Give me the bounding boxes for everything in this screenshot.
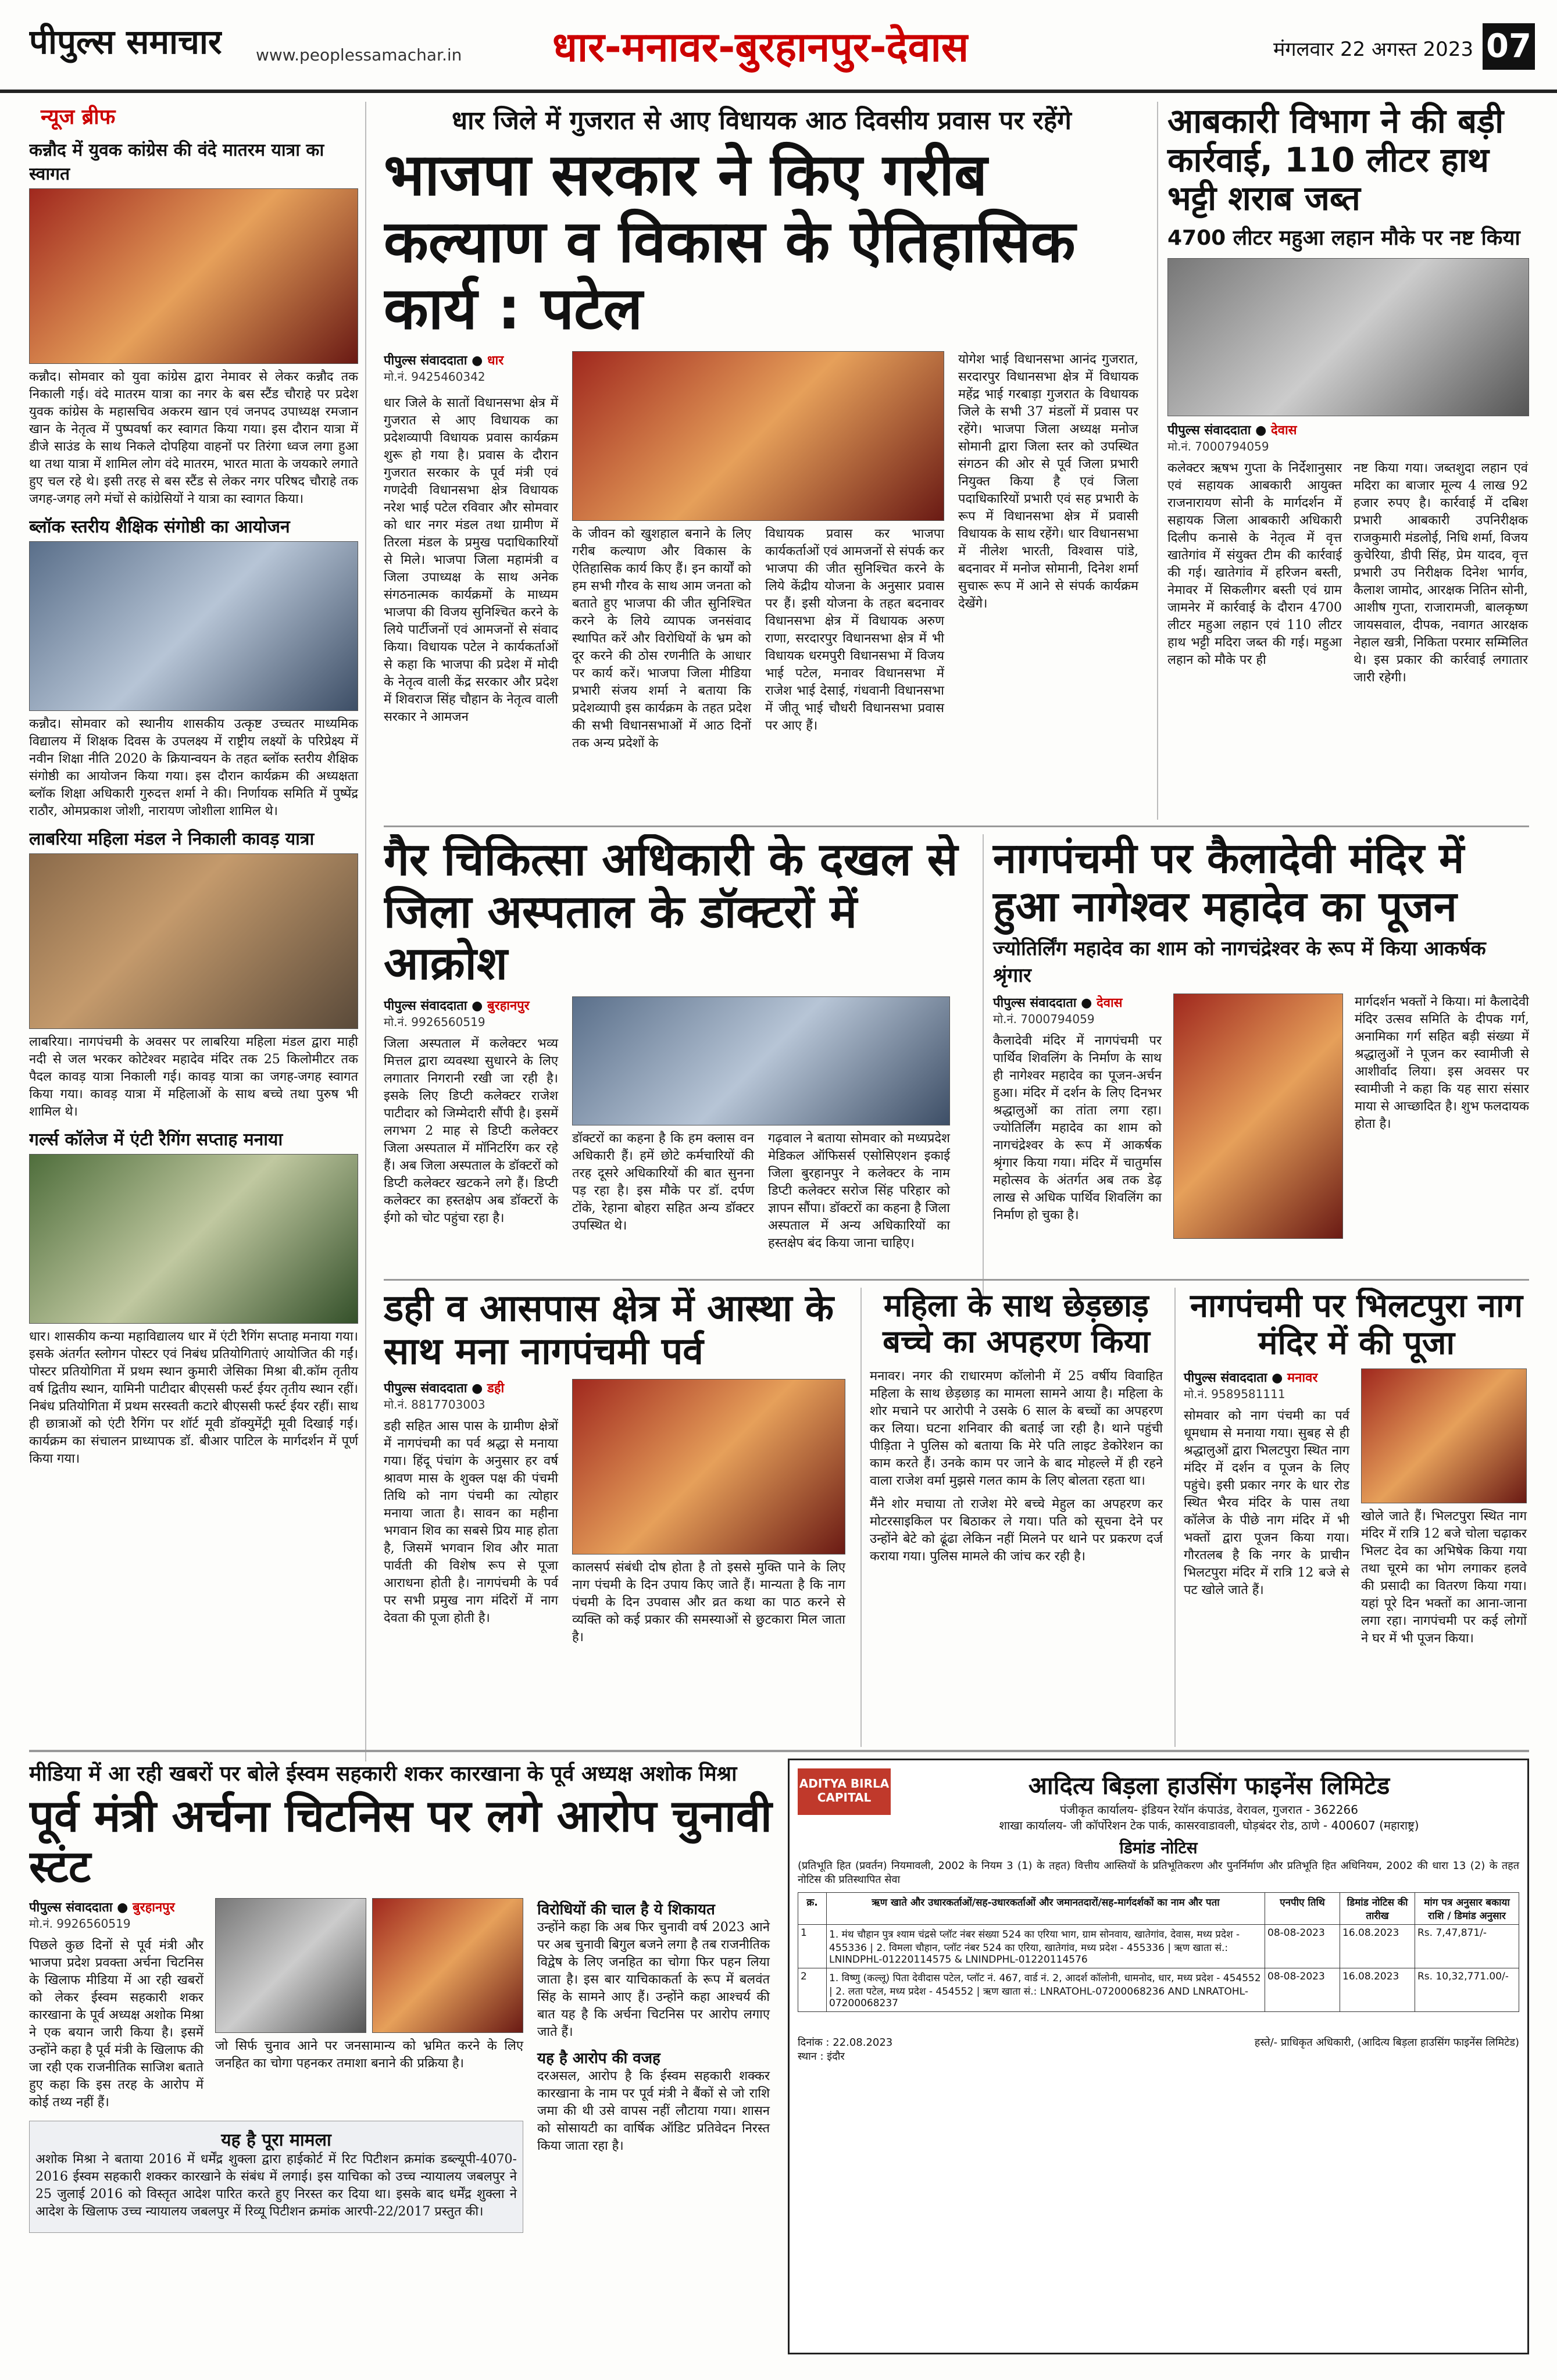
divider bbox=[29, 1750, 1529, 1752]
table-cell: 16.08.2023 bbox=[1340, 1925, 1415, 1968]
story-doctors-text-col1: जिला अस्पताल में कलेक्टर भव्य मित्तल द्वारा व्यवस्था सुधारने के लिए लगातार निगरानी रखी जा रही है। इसके लिए डिप्टी कलेक्टर राजेश पाटीदार को जिम्मेदारी सौंपी है। इसमें लगभग 2 माह से डिप्टी कलेक्टर जिला अस्पताल में मॉनिटरिंग कर रहे हैं। अब जिला अस्पताल के डॉक्टरों को डिप्टी कलेक्टर खटकने लगे हैं। डिप्टी कलेक्टर का हस्तक्षेप अब डॉक्टरों के ईगो को चोट पहुंचा रहा है। bbox=[384, 1037, 558, 1226]
story-kailadevi-deck: ज्योतिर्लिंग महादेव का शाम को नागचंद्रेश्वर के रूप में किया आकर्षक श्रृंगार bbox=[993, 937, 1486, 987]
brief-headline-4: गर्ल्स कॉलेज में एंटी रैगिंग सप्ताह मनाया bbox=[29, 1130, 283, 1150]
table-cell: 1 bbox=[798, 1925, 827, 1968]
notice-date: दिनांक : 22.08.2023 bbox=[798, 2036, 893, 2049]
brief-text-2: कन्नौद। सोमवार को स्थानीय शासकीय उत्कृष्ट उच्चतर माध्यमिक विद्यालय में शिक्षक दिवस के उपलक्ष्य में राष्ट्रीय लक्ष्यों के परिप्रेक्ष्य में नवीन शिक्षा नीति 2020 के क्रियान्वयन के तहत ब्लॉक स्तरीय शैक्षिक संगोष्ठी का आयोजन किया गया। इस दौरान कार्यक्रम की अध्यक्षता ब्लॉक शिक्षा अधिकारी गुरुदत्त शर्मा ने की। निर्णायक समिति में पुष्पेंद्र राठौर, ओमप्रकाश जोशी, नारायण जोशीला शामिल थे। bbox=[29, 717, 358, 819]
table-cell: 08-08-2023 bbox=[1265, 1968, 1340, 2012]
news-brief-label: न्यूज ब्रीफ bbox=[41, 105, 116, 129]
brief-text-3: लाबरिया। नागपंचमी के अवसर पर लाबरिया महिला मंडल द्वारा माही नदी से जल भरकर कोटेश्वर महादेव मंदिर तक 25 किलोमीटर तक पैदल कावड़ यात्रा निकाली गई। कावड़ यात्रा का जगह-जगह स्वागत किया गया। कावड़ यात्रा में महिलाओं के साथ बच्चे तथा पुरुष भी शामिल थे। bbox=[29, 1035, 358, 1119]
story-excise-mobile: मो.नं. 7000794059 bbox=[1167, 439, 1269, 454]
story-chitnis-side2-text: दरअसल, आरोप है कि ईस्वम सहकारी शक्कर कारखाना के नाम पर पूर्व मंत्री ने बैंकों से जो राशि जमा की थी उसे वापस नहीं लौटाया गया। शासन को सोसायटी का वार्षिक ऑडिट प्रतिवेदन निरस्त किया जाता रहा है। bbox=[537, 2068, 770, 2153]
demand-notice-ad bbox=[788, 1759, 1529, 2354]
story-bhiltpura-mobile: मो.नं. 9589581111 bbox=[1184, 1386, 1285, 1401]
story-bjp-text-col4: योगेश भाई विधानसभा आनंद गुजरात, सरदारपुर विधानसभा क्षेत्र में विधायक महेंद्र भाई गरबाड़ा गुजरात के विधायक जिले के सभी 37 मंडलों में प्रवास पर रहेंगे। भाजपा जिला अध्यक्ष मनोज सोमानी द्वारा जिला स्तर को उपस्थित संगठन की ओर से पूर्व जिला प्रभारी नियुक्त किया है एवं जिला पदाधिकारियों प्रभारी एवं सह प्रभारी के रूप में विधानसभा क्षेत्र में प्रवासी विधायक के साथ रहेंगे। धार विधानसभा में नीलेश भारती, विश्वास पांडे, बदनावर में मनोज सोमानी, दिनेश शर्मा सुचारू रूप में आने से संपर्क कार्यक्रम देखेंगे। bbox=[958, 352, 1138, 611]
table-cell: 1. मंथ चौहान पुत्र श्याम चंद्रसे प्लॉट नंबर संख्या 524 का एरिया भाग, ग्राम सोनवाय, खातेगांव, देवास, मध्य प्रदेश - 455336 | 2. विमला चौहान, प्लॉट नंबर 524 का एरिया, खातेगांव, मध्य प्रदेश - 455336 | ऋण खाता सं.: LNINDPHL-01220114575 & LNINDPHL-01220114576 bbox=[827, 1925, 1265, 1968]
story-excise-photo bbox=[1167, 258, 1529, 416]
brief-headline-1: कन्नौद में युवक कांग्रेस की वंदे मातरम यात्रा का स्वागत bbox=[29, 140, 324, 184]
portrait-photo-ashok-mishra bbox=[215, 1898, 366, 2033]
divider bbox=[384, 826, 1529, 827]
story-kailadevi-photo bbox=[1173, 994, 1343, 1239]
notice-address: पंजीकृत कार्यालय- इंडियन रेयॉन कंपाउंड, वेरावल, गुजरात - 362266 bbox=[1059, 1803, 1358, 1817]
story-bjp-byline: पीपुल्स संवाददाता ● धार bbox=[384, 353, 504, 368]
brief-text-4: धार। शासकीय कन्या महाविद्यालय धार में एंटी रैगिंग सप्ताह मनाया गया। इसके अंतर्गत स्लोगन पोस्टर एवं निबंध प्रतियोगिताएं आयोजित की गईं। पोस्टर प्रतियोगिता में प्रथम स्थान कुमारी जेसिका मिश्रा बी.कॉम तृतीय वर्ष द्वितीय स्थान, यामिनी पाटीदार बीएससी फर्स्ट ईयर तृतीय स्थान रहीं। निबंध प्रतियोगिता में प्रथम सरस्वती कटारे बीएससी फर्स्ट ईयर रहीं। साथ ही छात्राओं को एंटी रैगिंग पर शॉर्ट मूवी डॉक्युमेंट्री मूवी दिखाई गई। कार्यक्रम का संचालन प्राध्यापक डॉ. बीआर पाटिल के मार्गदर्शन में पूर्ण किया गया। bbox=[29, 1330, 358, 1466]
story-bhiltpura-photo bbox=[1361, 1368, 1527, 1503]
story-bjp bbox=[384, 102, 1140, 820]
story-dahi-byline: पीपुल्स संवाददाता ● डही bbox=[384, 1381, 505, 1396]
story-chitnis-box bbox=[29, 2121, 523, 2233]
story-doctors-mobile: मो.नं. 9926560519 bbox=[384, 1015, 485, 1030]
story-chitnis-box-text: अशोक मिश्रा ने बताया 2016 में धर्मेंद्र शुक्ला द्वारा हाईकोर्ट में रिट पिटीशन क्रमांक डब्ल्यूपी-4070-2016 ईस्वम सहकारी शक्कर कारखाने के संबंध में लगाई। इस याचिका को उच्च न्यायालय जबलपुर ने 25 जुलाई 2016 को विस्तृत आदेश पारित करते हुए निरस्त कर दिया था। इसके बाद धर्मेंद्र शुक्ला ने आदेश के खिलाफ उच्च न्यायालय जबलपुर में रिव्यू पिटीशन क्रमांक आरपी-22/2017 प्रस्तुत की। bbox=[35, 2152, 517, 2219]
brief-photo-1 bbox=[29, 188, 358, 364]
story-abduction-text-col1: मनावर। नगर की राधारमण कॉलोनी में 25 वर्षीय विवाहित महिला के साथ छेड़छाड़ का मामला सामने आया है। महिला के शोर मचाने पर आरोपी ने उसके 6 साल के बच्चों का अपहरण कर लिया। घटना शनिवार की बताई जा रही है। थाने पहुंची पीड़िता ने पुलिस को बताया कि मेरे पति लाइट डेकोरेशन का काम करते हैं। उनके काम पर जाने के बाद मोहल्ले में ही रहने वाला राजेश वर्मा मुझसे गलत काम के लिए बोलता रहता था। bbox=[870, 1369, 1163, 1489]
story-abduction-text-col2: मैंने शोर मचाया तो राजेश मेरे बच्चे मेहुल का अपहरण कर मोटरसाइकिल पर बिठाकर ले गया। पति को सूचना देने पर उन्होंने बेटे को ढूंढा लेकिन नहीं मिलने पर थाने पर प्रकरण दर्ज कराया गया। पुलिस मामले की जांच कर रही है। bbox=[870, 1497, 1163, 1564]
story-excise-headline: आबकारी विभाग ने की बड़ी कार्रवाई, 110 लीटर हाथ भट्टी शराब जब्त bbox=[1167, 102, 1504, 219]
newspaper-url[interactable]: www.peoplessamachar.in bbox=[256, 45, 462, 65]
story-abduction bbox=[860, 1288, 1163, 1747]
story-bjp-text-col2: के जीवन को खुशहाल बनाने के लिए गरीब कल्याण और विकास के ऐतिहासिक कार्य किए हैं। इन कार्यों को हम सभी गौरव के साथ आम जनता को बताते हुए भाजपा की जीत सुनिश्चित करने के लिये व्यापक जनसंवाद स्थापित करें और विरोधियों के भ्रम को दूर करने की ठोस रणनीति के आधार पर कार्य करें। भाजपा जिला मीडिया प्रभारी संजय शर्मा ने बताया कि प्रदेशव्यापी इस कार्यक्रम के तहत प्रदेश की सभी विधानसभाओं में आठ दिनों तक अन्य प्रदेशों के bbox=[572, 527, 751, 751]
notice-signature: हस्ते/- प्राधिकृत अधिकारी, (आदित्य बिड़ला हाउसिंग फाइनेंस लिमिटेड) bbox=[1254, 2036, 1519, 2049]
story-kailadevi-text-col1: कैलादेवी मंदिर में नागपंचमी पर पार्थिव शिवलिंग के निर्माण के साथ ही नागेश्वर महादेव का पूजन-अर्चन हुआ। मंदिर में दर्शन के लिए दिनभर श्रद्धालुओं का तांता लगा रहा। ज्योतिर्लिंग महादेव का शाम को नागचंद्रेश्वर के रूप में आकर्षक श्रृंगार किया गया। मंदिर में चातुर्मास महोत्सव के अंतर्गत अब तक डेढ़ लाख से अधिक पार्थिव शिवलिंग का निर्माण हो चुका है। bbox=[993, 1033, 1162, 1223]
notice-col-header: डिमांड नोटिस की तारीख bbox=[1340, 1893, 1415, 1925]
story-excise-text-col1: कलेक्टर ऋषभ गुप्ता के निर्देशानुसार एवं सहायक आबकारी आयुक्त राजनारायण सोनी के मार्गदर्शन में सहायक जिला आबकारी अधिकारी दिलीप कनासे के नेतृत्व में वृत्त खातेगांव में संयुक्त टीम की कार्रवाई की गई। खातेगांव में हरिजन बस्ती, नेमावर में सिकलीगर बस्ती एवं ग्राम जामनेर में कार्रवाई के दौरान 4700 लीटर महुआ लहान एवं 110 लीटर हाथ भट्टी मदिरा जब्त की गई। महुआ लहान को मौके पर ही bbox=[1167, 461, 1342, 668]
brief-text-1: कन्नौद। सोमवार को युवा कांग्रेस द्वारा नेमावर से लेकर कन्नौद तक निकाली गई। वंदे मातरम यात्रा का नगर के बस स्टैंड चौराहे पर प्रदेश युवक कांग्रेस के महासचिव अकरम खान एवं जनपद उपाध्यक्ष रमजान खान के नेतृत्व में पुष्पवर्षा कर स्वागत किया गया। इस दौरान यात्रा में डीजे साउंड के साथ निकले दोपहिया वाहनों पर तिरंगा ध्वज लगा हुआ था तथा यात्रा में शामिल लोग वंदे मातरम, भारत माता के जयकारे लगाते हुए चल रहे थे। इसी तरह से बस स्टैंड से लेकर नगर परिषद चौराहे तक जगह-जगह लगे मंचों से कांग्रेसियों ने यात्रा का स्वागत किया। bbox=[29, 370, 358, 506]
story-excise-deck: 4700 लीटर महुआ लहान मौके पर नष्ट किया bbox=[1167, 226, 1520, 251]
story-kailadevi-headline: नागपंचमी पर कैलादेवी मंदिर में हुआ नागेश्वर महादेव का पूजन bbox=[993, 834, 1465, 931]
notice-company-title: आदित्य बिड़ला हाउसिंग फाइनेंस लिमिटेड bbox=[1028, 1771, 1390, 1800]
notice-place: स्थान : इंदौर bbox=[798, 2050, 845, 2063]
aditya-birla-logo: ADITYA BIRLA CAPITAL bbox=[798, 1768, 891, 1815]
story-doctors-text-col3: गढ़वाल ने बताया सोमवार को मध्यप्रदेश मेडिकल ऑफिसर्स एसोसिएशन इकाई जिला बुरहानपुर ने कलेक्टर के नाम डिप्टी कलेक्टर सरोज सिंह परिहार को ज्ञापन सौंपा। डॉक्टरों का कहना है जिला अस्पताल में अन्य अधिकारियों का हस्तक्षेप बंद किया जाना चाहिए। bbox=[768, 1131, 950, 1251]
story-dahi-mobile: मो.नं. 8817703003 bbox=[384, 1398, 485, 1412]
notice-table bbox=[798, 1892, 1519, 2012]
story-bhiltpura-byline: पीपुल्स संवाददाता ● मनावर bbox=[1184, 1370, 1318, 1385]
notice-col-header: मांग पत्र अनुसार बकाया राशि / डिमांड अनुसार bbox=[1415, 1893, 1519, 1925]
story-doctors-photo bbox=[572, 996, 950, 1125]
newspaper-logo: पीपुल्स समाचार bbox=[29, 22, 222, 62]
story-chitnis-box-headline: यह है पूरा मामला bbox=[221, 2129, 331, 2150]
story-doctors bbox=[384, 834, 965, 1299]
story-chitnis-side1-text: उन्होंने कहा कि अब फिर चुनावी वर्ष 2023 आने पर अब चुनावी बिगुल बजने लगा है तब राजनीतिक विद्वेष के लिए जनहित का चोगा फिर पहन लिया जाता है। इस बार याचिकाकर्ता के रूप में बलवंत सिंह के सामने आए हैं। उन्होंने कहा आश्चर्य की बात यह है कि अर्चना चिटनिस पर आरोप लगाए जाते हैं। bbox=[537, 1920, 770, 2039]
story-chitnis-side1-headline: विरोधियों की चाल है ये शिकायत bbox=[537, 1900, 715, 1918]
notice-doc-title: डिमांड नोटिस bbox=[1119, 1838, 1198, 1857]
story-chitnis-mobile: मो.नं. 9926560519 bbox=[29, 1916, 131, 1931]
story-bjp-text-col1: धार जिले के सातों विधानसभा क्षेत्र में गुजरात से आए विधायक का प्रदेशव्यापी विधायक प्रवास कार्यक्रम शुरू हो गया है। प्रवास के दौरान गुजरात सरकार के पूर्व मंत्री एवं गणदेवी विधानसभा क्षेत्र विधायक नरेश भाई पटेल रविवार और सोमवार को धार नगर मंडल तथा ग्रामीण में तिरला मंडल के प्रमुख पदाधिकारियों से मिले। भाजपा जिला महामंत्री व जिला उपाध्यक्ष के साथ अनेक संगठनात्मक कार्यक्रमों के माध्यम भाजपा की विजय सुनिश्चित करने के लिये पार्टीजनों एवं आमजनों से संवाद किया। विधायक पटेल ने कार्यकर्ताओं से कहा कि भाजपा की प्रदेश में मोदी के नेतृत्व वाली केंद्र सरकार और प्रदेश में शिवराज सिंह चौहान के नेतृत्व वाली सरकार ने आमजन bbox=[384, 396, 558, 724]
story-bjp-photo bbox=[572, 351, 944, 521]
story-dahi-text-col1: डही सहित आस पास के ग्रामीण क्षेत्रों में नागपंचमी का पर्व श्रद्धा से मनाया गया। हिंदू पंचांग के अनुसार हर वर्ष श्रावण मास के शुक्ल पक्ष की पंचमी तिथि को नाग पंचमी का त्योहार मनाया जाता है। सावन का महीना भगवान शिव का सबसे प्रिय माह होता है, जिसमें भगवान शिव और माता पार्वती की विशेष रूप से पूजा आराधना होती है। नागपंचमी के पर्व पर सभी प्रमुख नाग मंदिरों में नाग देवता की पूजा होती है। bbox=[384, 1419, 558, 1626]
story-bhiltpura-text-col2: खोले जाते हैं। भिलटपुरा स्थित नाग मंदिर में रात्रि 12 बजे चोला चढ़ाकर भिलट देव का अभिषेक किया गया तथा चूरमे का भोग लगाकर हलवे की प्रसादी का वितरण किया गया। यहां पूरे दिन भक्तों का आना-जाना लगा रहा। नागपंचमी पर कई लोगों ने घर में भी पूजन किया। bbox=[1361, 1509, 1527, 1646]
story-chitnis-caption: जो सिर्फ चुनाव आने पर जनसामान्य को भ्रमित करने के लिए जनहित का चोगा पहनकर तमाशा बनाने की प्रक्रिया है। bbox=[215, 2038, 523, 2071]
news-brief-column bbox=[29, 102, 366, 1761]
story-excise-byline: पीपुल्स संवाददाता ● देवास bbox=[1167, 423, 1297, 438]
table-row bbox=[798, 1925, 1519, 1968]
divider bbox=[384, 1279, 1529, 1281]
table-cell: Rs. 7,47,871/- bbox=[1415, 1925, 1519, 1968]
table-cell: Rs. 10,32,771.00/- bbox=[1415, 1968, 1519, 2012]
notice-intro: (प्रतिभूति हित (प्रवर्तन) नियमावली, 2002 के नियम 3 (1) के तहत) वित्तीय आस्तियों के प्रतिभूतिकरण और पुनर्निर्माण और प्रतिभूति हित अधिनियम, 2002 की धारा 13 (2) के तहत नोटिस की प्रतिस्थापित सेवा bbox=[798, 1860, 1519, 1886]
story-abduction-headline: महिला के साथ छेड़छाड़ बच्चे का अपहरण किया bbox=[883, 1288, 1150, 1360]
story-chitnis-headline: पूर्व मंत्री अर्चना चिटनिस पर लगे आरोप चुनावी स्टंट bbox=[29, 1790, 772, 1893]
story-excise-text-col2: नष्ट किया गया। जब्तशुदा लहान एवं मदिरा का बाजार मूल्य 4 लाख 92 हजार रुपए है। कार्रवाई में दबिश प्रभारी आबकारी उपनिरीक्षक राजकुमारी मंडलोई, निधि शर्मा, विजय कुचेरिया, डीपी सिंह, प्रेम यादव, वृत्त प्रभारी उप निरीक्षक दिनेश भार्गव, कैलाश जामोद, आरक्षक नितिन सोनी, आशीष गुप्ता, राजारामजी, बालकृष्ण जायसवाल, दीपक, नवागत आरक्षक नेहाल खत्री, निकिता परमार सम्मिलित थे। इस प्रकार की कार्रवाई लगातार जारी रहेगी। bbox=[1354, 461, 1528, 685]
page-region-title: धार-मनावर-बुरहानपुर-देवास bbox=[552, 23, 969, 71]
story-kailadevi-mobile: मो.नं. 7000794059 bbox=[993, 1012, 1095, 1026]
story-chitnis-byline: पीपुल्स संवाददाता ● बुरहानपुर bbox=[29, 1900, 175, 1915]
story-bhiltpura bbox=[1174, 1288, 1529, 1747]
table-cell: 16.08.2023 bbox=[1340, 1968, 1415, 2012]
brief-photo-4 bbox=[29, 1154, 358, 1324]
notice-col-header: एनपीए तिथि bbox=[1265, 1893, 1340, 1925]
story-kailadevi bbox=[983, 834, 1529, 1299]
story-dahi bbox=[384, 1288, 849, 1747]
brief-headline-3: लाबरिया महिला मंडल ने निकाली कावड़ यात्रा bbox=[29, 829, 315, 849]
story-dahi-text-col2: कालसर्प संबंधी दोष होता है तो इससे मुक्ति पाने के लिए नाग पंचमी के दिन उपाय किए जाते हैं। मान्यता है कि नाग पंचमी के दिन उपवास और व्रत कथा का पाठ करने से व्यक्ति को कई प्रकार की समस्याओं से छुटकारा मिल जाता है। bbox=[572, 1560, 845, 1645]
story-chitnis bbox=[29, 1759, 773, 2354]
notice-col-header: ऋण खाते और उधारकर्ताओं/सह-उधारकर्ताओं और जमानतदारों/सह-मार्गदर्शकों का नाम और पता bbox=[827, 1893, 1265, 1925]
story-kailadevi-text-col2: मार्गदर्शन भक्तों ने किया। मां कैलादेवी मंदिर उत्सव समिति के दीपक गर्ग, अनामिका गर्ग सहित बड़ी संख्या में श्रद्धालुओं ने पूजन कर स्वामीजी से आशीर्वाद लिया। इस अवसर पर स्वामीजी ने कहा कि यह सारा संसार माया से आच्छादित है। शुभ फलदायक होता है। bbox=[1355, 994, 1529, 1131]
story-chitnis-kicker: मीडिया में आ रही खबरों पर बोले ईस्वम सहकारी शकर कारखाना के पूर्व अध्यक्ष अशोक मिश्रा bbox=[29, 1762, 737, 1786]
story-bhiltpura-text-col1: सोमवार को नाग पंचमी का पर्व धूमधाम से मनाया गया। सुबह से ही श्रद्धालुओं द्वारा भिलटपुरा स्थित नाग मंदिर में दर्शन व पूजन के लिए पहुंचे। इसी प्रकार नगर के धार रोड स्थित भैरव मंदिर के पास तथा कॉलेज के पीछे नाग मंदिर में भी भक्तों द्वारा पूजन किया गया। गौरतलब है कि नगर के प्राचीन भिलटपुरा मंदिर में रात्रि 12 बजे से पट खोले जाते हैं। bbox=[1184, 1408, 1349, 1598]
story-chitnis-text-col1: पिछले कुछ दिनों से पूर्व मंत्री और भाजपा प्रदेश प्रवक्ता अर्चना चिटनिस के खिलाफ मीडिया में आ रही खबरों को लेकर ईस्वम सहकारी शकर कारखाना के पूर्व अध्यक्ष अशोक मिश्रा ने एक बयान जारी किया है। इसमें उन्होंने कहा है पूर्व मंत्री के खिलाफ की जा रही एक राजनीतिक साजिश बताते हुए कहा कि इस तरह के आरोप में कोई तथ्य नहीं हैं। bbox=[29, 1938, 203, 2110]
issue-date: मंगलवार 22 अगस्त 2023 bbox=[1273, 38, 1474, 61]
story-bhiltpura-headline: नागपंचमी पर भिलटपुरा नाग मंदिर में की पूजा bbox=[1190, 1288, 1523, 1363]
story-doctors-byline: पीपुल्स संवाददाता ● बुरहानपुर bbox=[384, 999, 530, 1014]
table-cell: 1. विष्णु (कल्लू) पिता देवीदास पटेल, प्लॉट नं. 467, वार्ड नं. 2, आदर्श कॉलोनी, धामनोद, धार, मध्य प्रदेश - 454552 | 2. लता पटेल, मध्य प्रदेश - 454552 | ऋण खाता सं.: LNRATOHL-07200068236 AND LNRATOHL-07200068237 bbox=[827, 1968, 1265, 2012]
story-dahi-photo bbox=[572, 1379, 845, 1554]
notice-branch-address: शाखा कार्यालय- जी कॉर्पोरेशन टेक पार्क, कासरवाडावली, घोड़बंदर रोड, ठाणे - 400607 (महाराष्ट्र) bbox=[999, 1818, 1419, 1832]
story-bjp-text-col3: विधायक प्रवास कर भाजपा कार्यकर्ताओं एवं आमजनों से संपर्क कर भाजपा की जीत सुनिश्चित करने के लिये केंद्रीय योजना के अनुसार प्रवास पर हैं। इसी योजना के तहत बदनावर विधानसभा क्षेत्र में विधायक अरुण राणा, सरदारपुर विधानसभा क्षेत्र में भी विधायक धरमपुरी विधानसभा में विजय भाई पटेल, मनावर विधानसभा में राजेश भाई देसाई, गंधवानी विधानसभा में जीतू भाई चौधरी विधानसभा प्रवास पर आए हैं। bbox=[765, 527, 944, 733]
brief-headline-2: ब्लॉक स्तरीय शैक्षिक संगोष्ठी का आयोजन bbox=[29, 517, 290, 537]
table-cell: 2 bbox=[798, 1968, 827, 2012]
table-cell: 08-08-2023 bbox=[1265, 1925, 1340, 1968]
portrait-photo-archana-chitnis bbox=[372, 1898, 523, 2033]
table-row bbox=[798, 1968, 1519, 2012]
brief-photo-2 bbox=[29, 541, 358, 711]
page-number: 07 bbox=[1483, 23, 1535, 70]
story-chitnis-side2-headline: यह है आरोप की वजह bbox=[537, 2049, 660, 2067]
masthead bbox=[0, 0, 1557, 93]
brief-photo-3 bbox=[29, 853, 358, 1029]
story-bjp-mobile: मो.नं. 9425460342 bbox=[384, 370, 485, 384]
story-bjp-kicker: धार जिले में गुजरात से आए विधायक आठ दिवसीय प्रवास पर रहेंगे bbox=[452, 106, 1072, 135]
story-doctors-headline: गैर चिकित्सा अधिकारी के दखल से जिला अस्पताल के डॉक्टरों में आक्रोश bbox=[384, 834, 958, 991]
notice-col-header: क्र. bbox=[798, 1893, 827, 1925]
story-doctors-text-col2: डॉक्टरों का कहना है कि हम क्लास वन अधिकारी हैं। हमें छोटे कर्मचारियों की तरह दूसरे अधिकारियों की बात सुनना पड़ रहा है। इस मौके पर डॉ. दर्पण टोंके, रेहाना बोहरा सहित अन्य डॉक्टर उपस्थित थे। bbox=[572, 1131, 754, 1234]
story-bjp-headline: भाजपा सरकार ने किए गरीब कल्याण व विकास के ऐतिहासिक कार्य : पटेल bbox=[384, 141, 1076, 342]
story-excise bbox=[1157, 102, 1529, 820]
story-kailadevi-byline: पीपुल्स संवाददाता ● देवास bbox=[993, 995, 1123, 1010]
story-dahi-headline: डही व आसपास क्षेत्र में आस्था के साथ मना नागपंचमी पर्व bbox=[384, 1288, 834, 1373]
